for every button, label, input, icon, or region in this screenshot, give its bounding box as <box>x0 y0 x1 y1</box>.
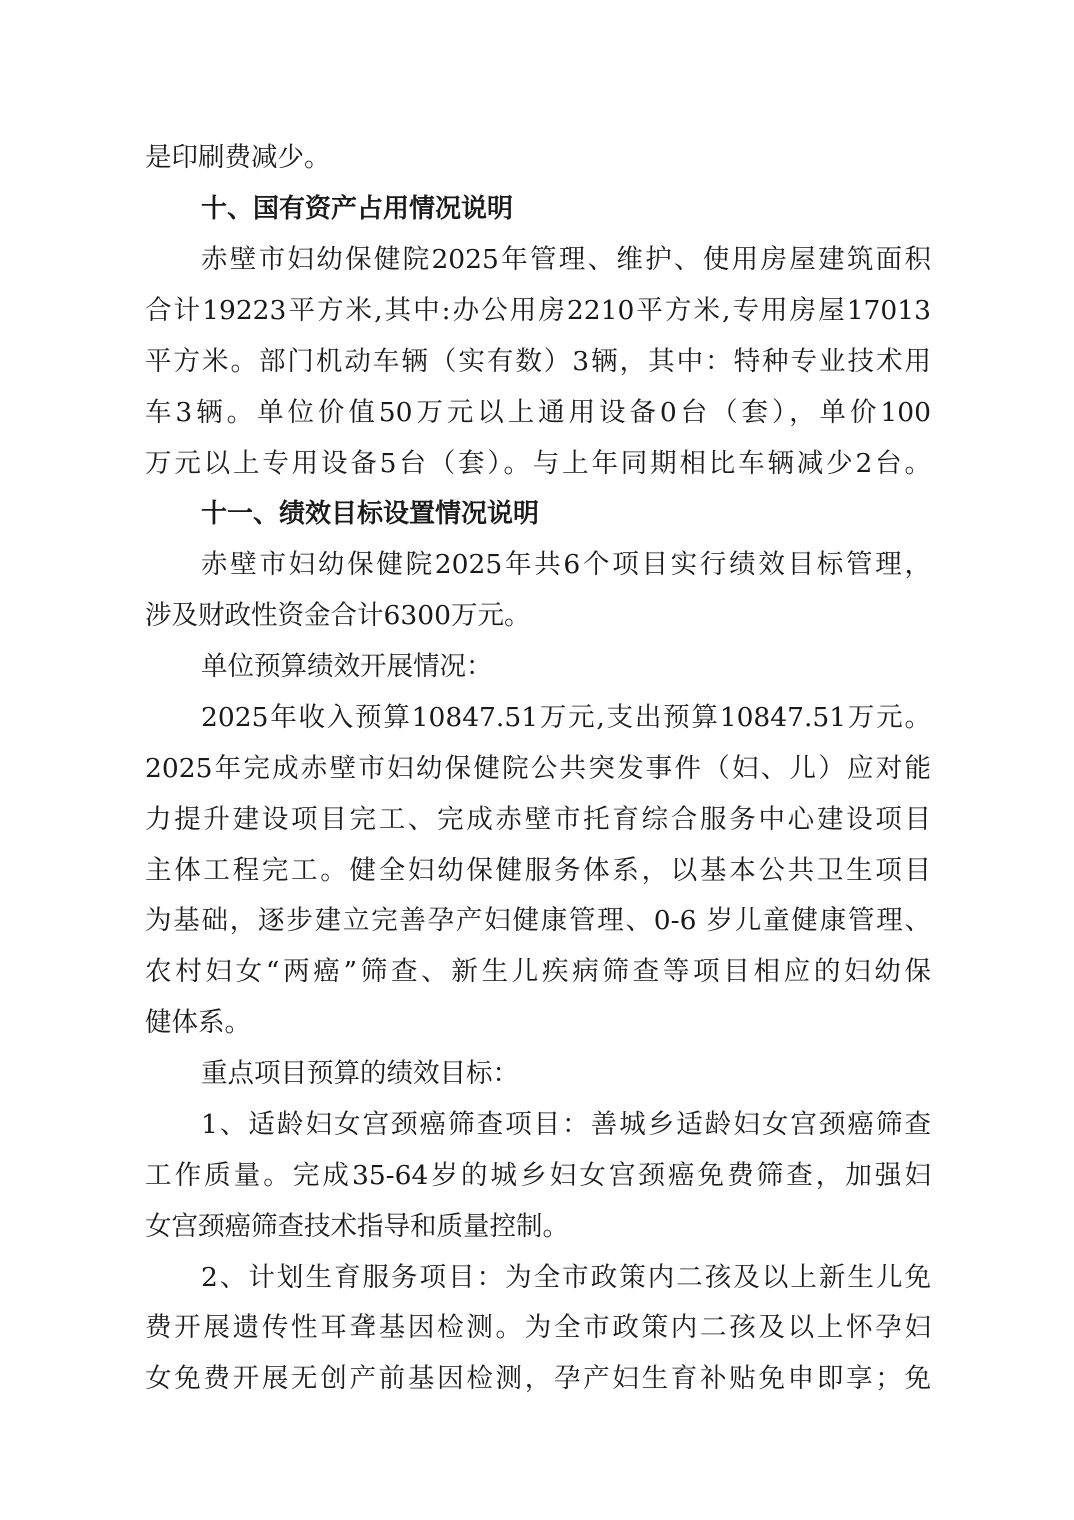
paragraph-line: 赤壁市妇幼保健院2025年共6个项目实行绩效目标管理， <box>201 549 931 580</box>
section-heading-assets: 十、国有资产占用情况说明 <box>201 194 514 224</box>
paragraph-line: 是印刷费减少。 <box>145 142 331 173</box>
paragraph-line: 女宫颈癌筛查技术指导和质量控制。 <box>145 1211 569 1242</box>
paragraph-line: 费开展遗传性耳聋基因检测。为全市政策内二孩及以上怀孕妇 <box>145 1312 931 1343</box>
paragraph-line: 主体工程完工。健全妇幼保健服务体系，以基本公共卫生项目 <box>145 855 931 886</box>
paragraph-line: 力提升建设项目完工、完成赤壁市托育综合服务中心建设项目 <box>145 804 931 835</box>
paragraph-line: 2025年完成赤壁市妇幼保健院公共突发事件（妇、儿）应对能 <box>145 753 931 784</box>
paragraph-line: 万元以上专用设备5台（套）。与上年同期相比车辆减少2台。 <box>145 448 931 479</box>
paragraph-line: 1、适龄妇女宫颈癌筛查项目：善城乡适龄妇女宫颈癌筛查 <box>201 1109 931 1140</box>
paragraph-line: 涉及财政性资金合计6300万元。 <box>145 600 531 631</box>
paragraph-line: 为基础，逐步建立完善孕产妇健康管理、0-6 岁儿童健康管理、 <box>145 905 931 936</box>
paragraph-line: 赤壁市妇幼保健院2025年管理、维护、使用房屋建筑面积 <box>201 244 931 275</box>
paragraph-line: 合计19223平方米,其中:办公用房2210平方米,专用房屋17013 <box>145 295 931 326</box>
paragraph-line: 车3辆。单位价值50万元以上通用设备0台（套），单价100 <box>145 397 931 428</box>
paragraph-line: 工作质量。完成35-64岁的城乡妇女宫颈癌免费筛查，加强妇 <box>145 1160 931 1191</box>
paragraph-line: 2、计划生育服务项目：为全市政策内二孩及以上新生儿免 <box>201 1262 931 1293</box>
paragraph-line: 单位预算绩效开展情况： <box>201 651 493 682</box>
paragraph-line: 健体系。 <box>145 1007 251 1038</box>
paragraph-line: 重点项目预算的绩效目标： <box>201 1058 519 1089</box>
paragraph-line: 女免费开展无创产前基因检测，孕产妇生育补贴免申即享；免 <box>145 1363 931 1394</box>
paragraph-line: 农村妇女“两癌”筛查、新生儿疾病筛查等项目相应的妇幼保 <box>145 956 931 987</box>
paragraph-line: 2025年收入预算10847.51万元,支出预算10847.51万元。 <box>201 702 931 733</box>
paragraph-line: 平方米。部门机动车辆（实有数）3辆，其中：特种专业技术用 <box>145 346 931 377</box>
section-heading-performance: 十一、绩效目标设置情况说明 <box>201 499 540 529</box>
